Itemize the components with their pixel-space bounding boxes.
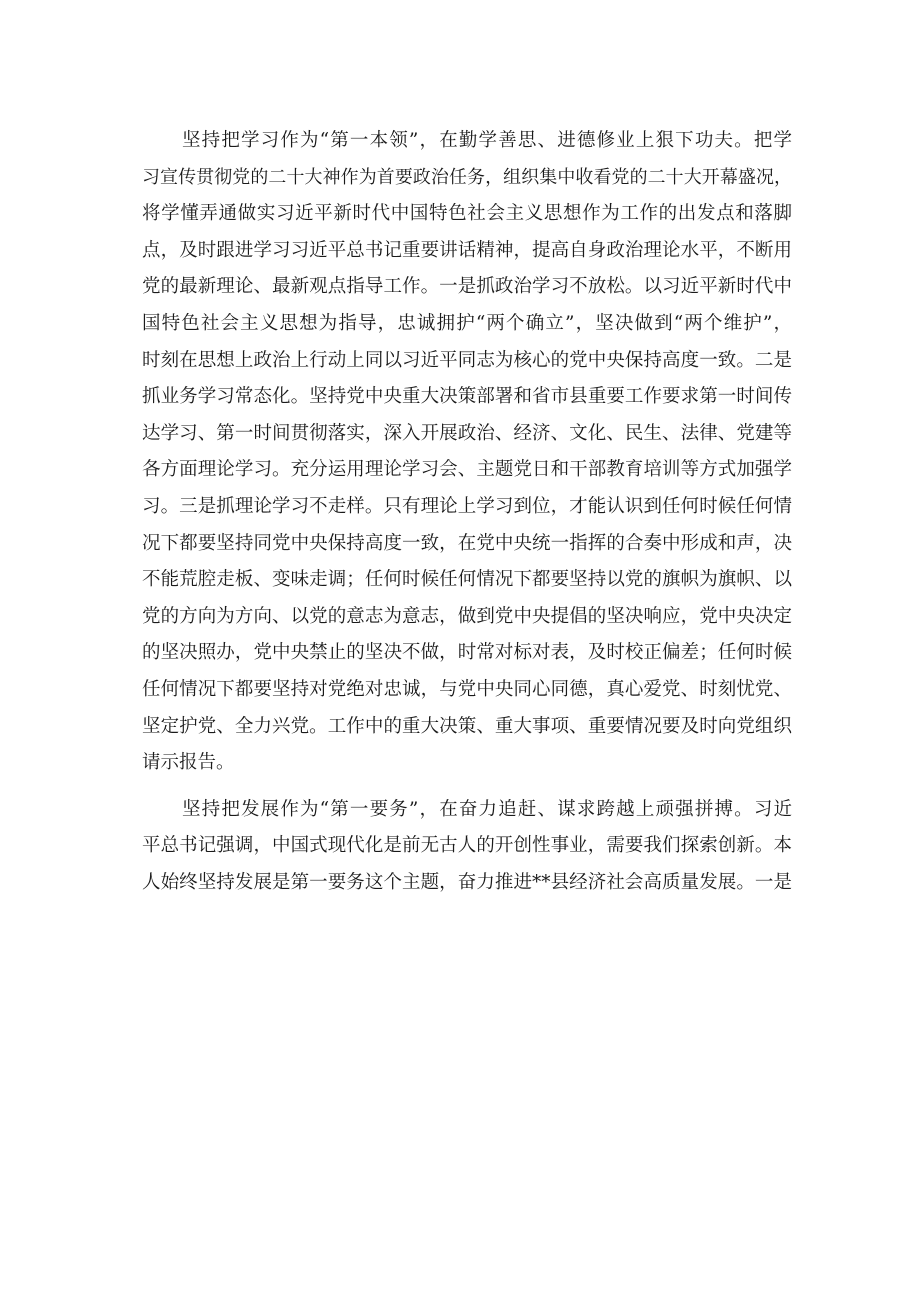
text-line: 任何情况下都要坚持对党绝对忠诚，与党中央同心同德，真心爱党、时刻忧党、 — [142, 678, 792, 700]
paragraph-development — [142, 792, 792, 902]
text-line: 抓业务学习常态化。坚持党中央重大决策部署和省市县重要工作要求第一时间传 — [142, 386, 792, 408]
text-line: 党的最新理论、最新观点指导工作。一是抓政治学习不放松。以习近平新时代中 — [142, 276, 792, 298]
text-line: 的坚决照办，党中央禁止的坚决不做，时常对标对表，及时校正偏差；任何时候 — [142, 642, 792, 664]
text-line: 请示报告。 — [142, 752, 235, 774]
text-line: 将学懂弄通做实习近平新时代中国特色社会主义思想作为工作的出发点和落脚 — [142, 203, 792, 225]
body-text — [142, 123, 792, 901]
text-line: 党的方向为方向、以党的意志为意志，做到党中央提倡的坚决响应，党中央决定 — [142, 605, 792, 627]
text-line: 况下都要坚持同党中央保持高度一致，在党中央统一指挥的合奏中形成和声，决 — [142, 532, 792, 554]
text-line: 各方面理论学习。充分运用理论学习会、主题党日和干部教育培训等方式加强学 — [142, 459, 792, 481]
paragraph-spacer — [142, 782, 792, 792]
text-line: 时刻在思想上政治上行动上同以习近平同志为核心的党中央保持高度一致。二是 — [142, 349, 792, 371]
text-line: 坚持把学习作为“第一本领”，在勤学善思、进德修业上狠下功夫。把学 — [182, 130, 792, 151]
text-line: 达学习、第一时间贯彻落实，深入开展政治、经济、文化、民生、法律、党建等 — [142, 422, 792, 444]
text-line: 不能荒腔走板、变味走调；任何时候任何情况下都要坚持以党的旗帜为旗帜、以 — [142, 569, 792, 591]
text-line: 平总书记强调，中国式现代化是前无古人的开创性事业，需要我们探索创新。本 — [142, 835, 792, 857]
text-line: 人始终坚持发展是第一要务这个主题，奋力推进**县经济社会高质量发展。一是 — [142, 871, 792, 893]
text-line: 习。三是抓理论学习不走样。只有理论上学习到位，才能认识到任何时候任何情 — [142, 495, 792, 517]
text-line: 坚持把发展作为“第一要务”，在奋力追赶、谋求跨越上顽强拼搏。习近 — [182, 798, 792, 820]
text-line: 国特色社会主义思想为指导，忠诚拥护“两个确立”，坚决做到“两个维护”， — [142, 312, 792, 334]
text-line: 点，及时跟进学习习近平总书记重要讲话精神，提高自身政治理论水平，不断用 — [142, 239, 792, 261]
text-line: 坚定护党、全力兴党。工作中的重大决策、重大事项、重要情况要及时向党组织 — [142, 715, 792, 737]
text-line: 习宣传贯彻党的二十大神作为首要政治任务，组织集中收看党的二十大开幕盛况， — [142, 166, 792, 188]
paragraph-study — [142, 123, 792, 782]
